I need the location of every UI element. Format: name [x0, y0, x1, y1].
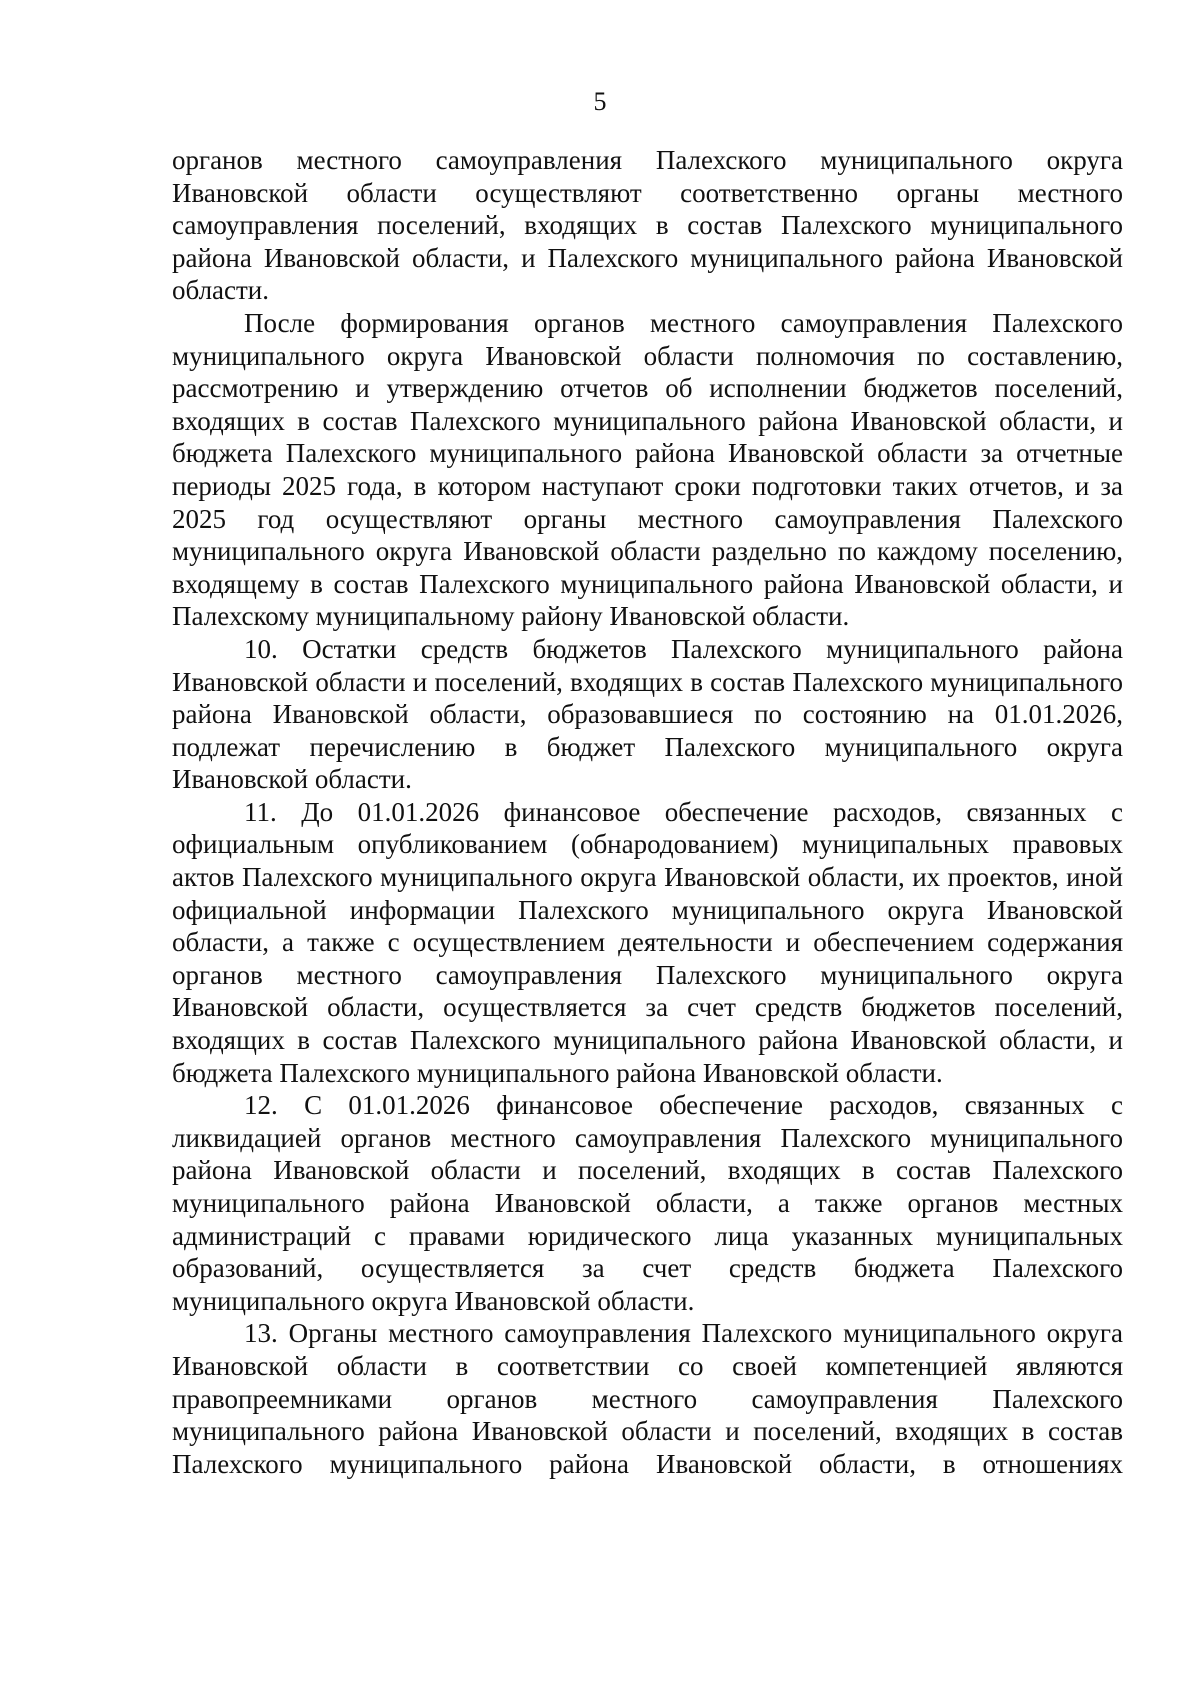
- page-number: 5: [593, 87, 607, 116]
- paragraph-item-11: 11. До 01.01.2026 финансовое обеспечение расходов, связанных с официальным опубликованием (обнародованием) муниципальных правовых актов Палехского муниципального округа Ивановской области, их проектов, иной официальной информации Палехского муниципального округа Ивановской области, а также с осуществлением деятельности и обеспечением содержания органов местного самоуправления Палехского муниципального округа Ивановской области, осуществляется за счет средств бюджетов поселений, входящих в состав Палехского муниципального района Ивановской области, и бюджета Палехского муниципального района Ивановской области.: [172, 796, 1123, 1088]
- paragraph-item-10: 10. Остатки средств бюджетов Палехского муниципального района Ивановской области и поселений, входящих в состав Палехского муниципального района Ивановской области, образовавшиеся по состоянию на 01.01.2026, подлежат перечислению в бюджет Палехского муниципального округа Ивановской области.: [172, 633, 1123, 795]
- paragraph-item-12: 12. С 01.01.2026 финансовое обеспечение расходов, связанных с ликвидацией органов местного самоуправления Палехского муниципального района Ивановской области и поселений, входящих в состав Палехского муниципального района Ивановской области, а также органов местных администраций с правами юридического лица указанных муниципальных образований, осуществляется за счет средств бюджета Палехского муниципального округа Ивановской области.: [172, 1090, 1123, 1316]
- paragraph-continuation: органов местного самоуправления Палехского муниципального округа Ивановской области осуществляют соответственно органы местного самоуправления поселений, входящих в состав Палехского муниципального района Ивановской области, и Палехского муниципального района Ивановской области.: [172, 145, 1123, 306]
- paragraph-item-13: 13. Органы местного самоуправления Палехского муниципального округа Ивановской области в соответствии со своей компетенцией являются правопреемниками органов местного самоуправления Палехского муниципального района Ивановской области и поселений, входящих в состав Палехского муниципального района Ивановской области, в отношениях: [172, 1318, 1123, 1479]
- document-body: [172, 144, 1123, 1480]
- paragraph-after-formation: После формирования органов местного самоуправления Палехского муниципального округа Ивановской области полномочия по составлению, рассмотрению и утверждению отчетов об исполнении бюджетов поселений, входящих в состав Палехского муниципального района Ивановской области, и бюджета Палехского муниципального района Ивановской области за отчетные периоды 2025 года, в котором наступают сроки подготовки таких отчетов, и за 2025 год осуществляют органы местного самоуправления Палехского муниципального округа Ивановской области раздельно по каждому поселению, входящему в состав Палехского муниципального района Ивановской области, и Палехскому муниципальному району Ивановской области.: [172, 307, 1123, 632]
